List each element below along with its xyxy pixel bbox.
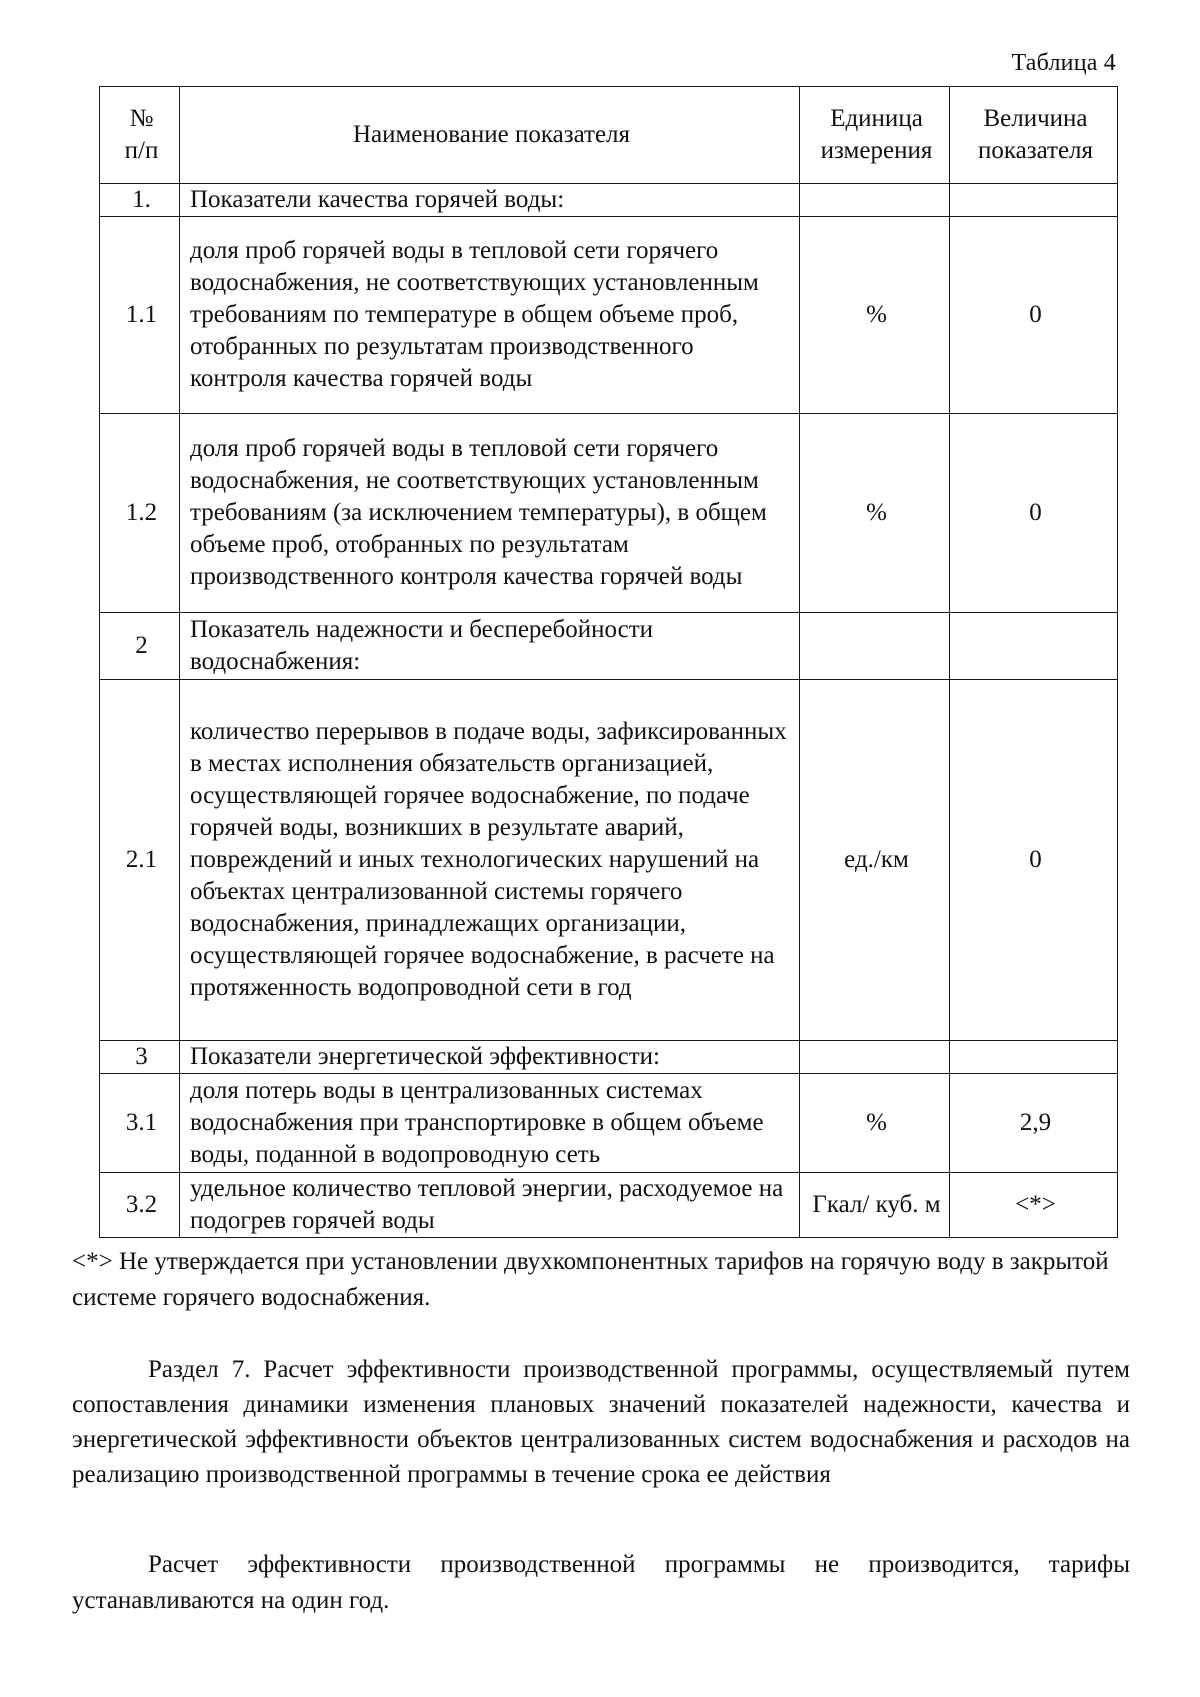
- table-row: [100, 1074, 1118, 1173]
- row-value: 0: [950, 680, 1118, 1041]
- table-row: [100, 680, 1118, 1041]
- conclusion-paragraph: Расчет эффективности производственной программы не производится, тарифы устанавливаются на один год.: [72, 1551, 1130, 1614]
- row-num: 1.2: [100, 414, 180, 613]
- table-caption: Таблица 4: [1011, 50, 1116, 76]
- row-name: Показатель надежности и бесперебойности водоснабжения:: [180, 613, 800, 680]
- header-num: № п/п: [100, 87, 180, 184]
- row-unit: [800, 613, 950, 680]
- row-value: [950, 1041, 1118, 1074]
- table-row: [100, 1041, 1118, 1074]
- row-name: доля проб горячей воды в тепловой сети горячего водоснабжения, не соответствующих установленным требованиям по температуре в общем объеме проб, отобранных по результатам производственного контроля качества горячей воды: [180, 217, 800, 414]
- row-num: 3.2: [100, 1173, 180, 1238]
- table-header-row: [100, 87, 1118, 184]
- row-num: 3: [100, 1041, 180, 1074]
- row-num: 1.: [100, 184, 180, 217]
- row-name: доля потерь воды в централизованных системах водоснабжения при транспортировке в общем объеме воды, поданной в водопроводную сеть: [180, 1074, 800, 1173]
- row-unit: ед./км: [800, 680, 950, 1041]
- row-num: 2.1: [100, 680, 180, 1041]
- row-unit: %: [800, 217, 950, 414]
- indicators-table: [99, 86, 1118, 1238]
- row-value: [950, 613, 1118, 680]
- row-name: Показатели энергетической эффективности:: [180, 1041, 800, 1074]
- row-value: <*>: [950, 1173, 1118, 1238]
- header-name: Наименование показателя: [180, 87, 800, 184]
- row-value: [950, 184, 1118, 217]
- row-unit: %: [800, 1074, 950, 1173]
- row-unit: [800, 1041, 950, 1074]
- row-name: удельное количество тепловой энергии, расходуемое на подогрев горячей воды: [180, 1173, 800, 1238]
- row-unit: %: [800, 414, 950, 613]
- row-value: 2,9: [950, 1074, 1118, 1173]
- row-name: количество перерывов в подаче воды, зафиксированных в местах исполнения обязательств организацией, осуществляющей горячее водоснабжение, по подаче горячей воды, возникших в результате аварий, повреждений и иных технологических нарушений на объектах централизованной системы горячего водоснабжения, принадлежащих организации, осуществляющей горячее водоснабжение, в расчете на протяженность водопроводной сети в год: [180, 680, 800, 1041]
- header-value: Величина показателя: [950, 87, 1118, 184]
- row-value: 0: [950, 217, 1118, 414]
- table-row: [100, 184, 1118, 217]
- row-unit: [800, 184, 950, 217]
- row-unit: Гкал/ куб. м: [800, 1173, 950, 1238]
- row-num: 3.1: [100, 1074, 180, 1173]
- row-value: 0: [950, 414, 1118, 613]
- table-row: [100, 1173, 1118, 1238]
- row-num: 1.1: [100, 217, 180, 414]
- table-row: [100, 414, 1118, 613]
- row-num: 2: [100, 613, 180, 680]
- row-name: Показатели качества горячей воды:: [180, 184, 800, 217]
- table-footnote: <*> Не утверждается при установлении двухкомпонентных тарифов на горячую воду в закрытой системе горячего водоснабжения.: [72, 1248, 1109, 1311]
- table-row: [100, 613, 1118, 680]
- row-name: доля проб горячей воды в тепловой сети горячего водоснабжения, не соответствующих установленным требованиям (за исключением температуры), в общем объеме проб, отобранных по результатам производственного контроля качества горячей воды: [180, 414, 800, 613]
- section-heading: Раздел 7. Расчет эффективности производственной программы, осуществляемый путем сопоставления динамики изменения плановых значений показателей надежности, качества и энергетической эффективности объектов централизованных систем водоснабжения и расходов на реализацию производственной программы в течение срока ее действия: [72, 1356, 1130, 1488]
- table-row: [100, 217, 1118, 414]
- header-unit: Единица измерения: [800, 87, 950, 184]
